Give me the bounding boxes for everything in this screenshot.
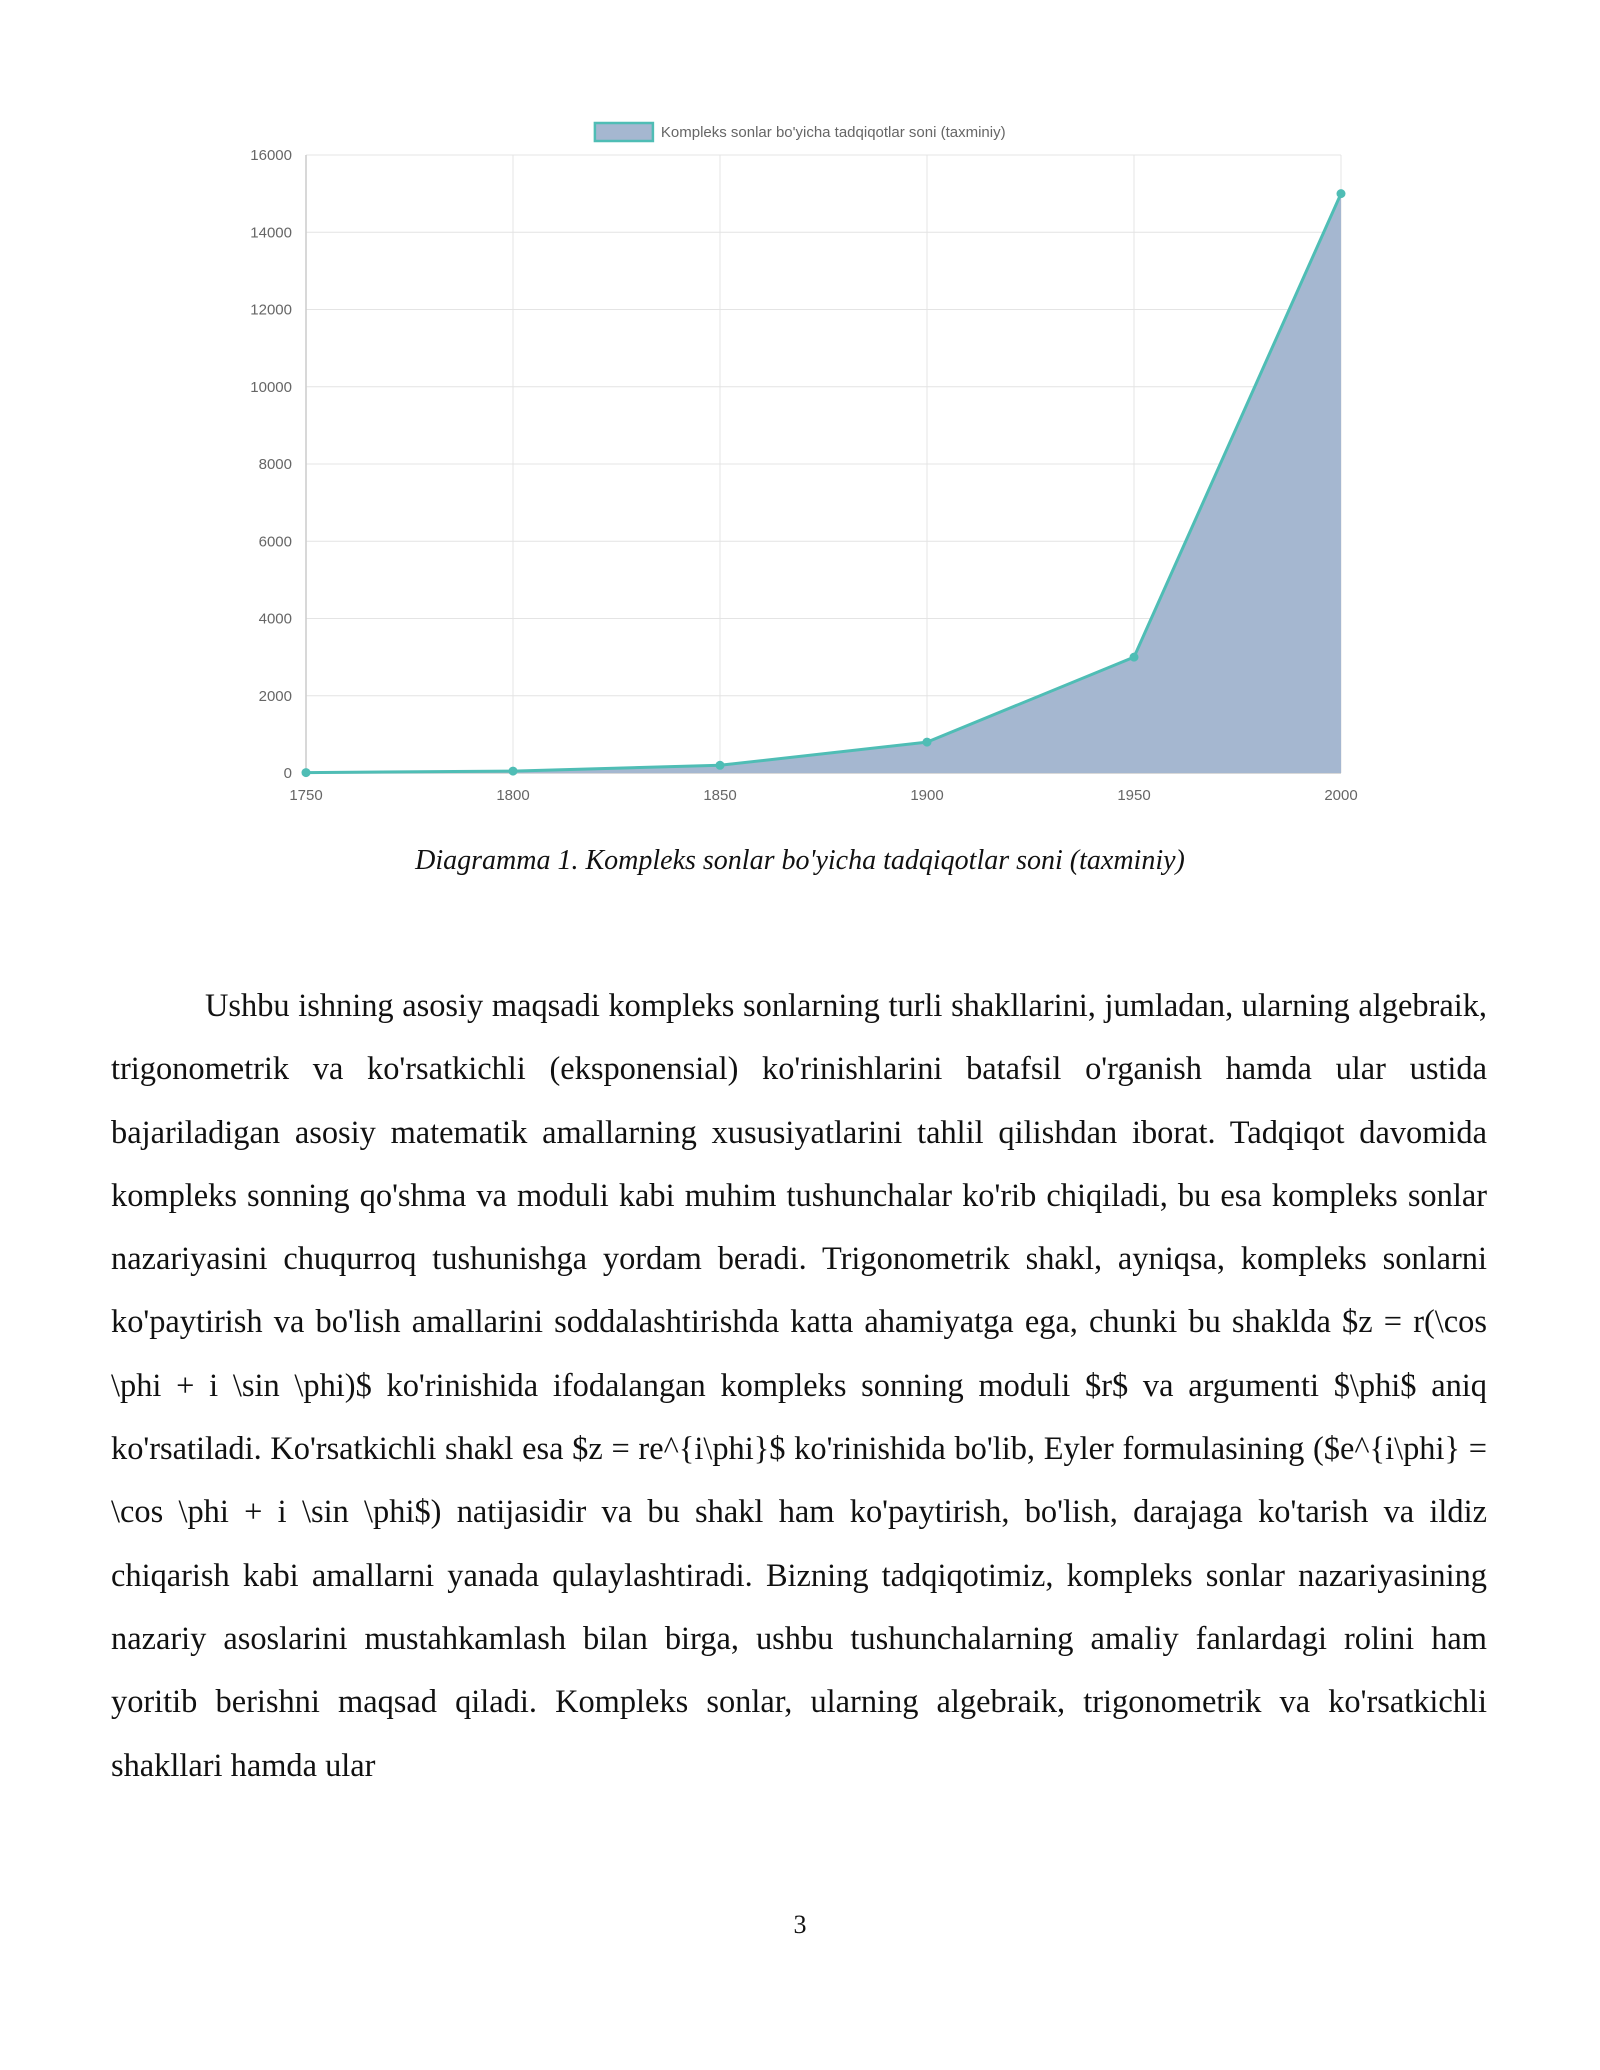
y-tick-label: 2000 [258, 687, 292, 705]
series-area [306, 194, 1341, 773]
x-tick-label: 1900 [910, 787, 944, 804]
data-point [509, 767, 518, 776]
data-point [302, 768, 311, 777]
page-number: 3 [793, 1910, 807, 1939]
data-point [716, 761, 725, 770]
x-tick-label: 2000 [1324, 787, 1358, 804]
body-paragraph: Ushbu ishning asosiy maqsadi kompleks sonlarning turli shakllarini, jumladan, ularning algebraik, trigonometrik va ko'rsatkichli (eksponensial) ko'rinishlarini batafsil o'rganish hamda ular ustida bajariladigan asosiy matematik amallarning xususiyatlarini tahlil qilishdan iborat. Tadqiqot davomida kompleks sonning qo'shma va moduli kabi muhim tushunchalar ko'rib chiqiladi, bu esa kompleks sonlar nazariyasini chuqurroq tushunishga yordam beradi. Trigonometrik shakl, ayniqsa, kompleks sonlarni ko'paytirish va bo'lish amallarini soddalashtirishda katta ahamiyatga ega, chunki bu shaklda $z = r(\cos \phi + i \sin \phi)$ ko'rinishida ifodalangan kompleks sonning moduli $r$ va argumenti $\phi$ aniq ko'rsatiladi. Ko'rsatkichli shakl esa $z = re^{i\phi}$ ko'rinishida bo'lib, Eyler formulasining ($e^{i\phi} = \cos \phi + i \sin \phi$) natijasidir va bu shakl ham ko'paytirish, bo'lish, darajaga ko'tarish va ildiz chiqarish kabi amallarni yanada qulaylashtiradi. Bizning tadqiqotimiz, kompleks sonlar nazariyasining nazariy asoslarini mustahkamlash bilan birga, ushbu tushunchalarning amaliy fanlardagi rolini ham yoritib berishni maqsad qiladi. Kompleks sonlar, ularning algebraik, trigonometrik va ko'rsatkichli shakllari hamda ular [111, 988, 1487, 1784]
y-tick-label: 10000 [250, 378, 292, 396]
x-tick-label: 1950 [1117, 787, 1151, 804]
legend-label: Kompleks sonlar bo'yicha tadqiqotlar soni (taxminiy) [660, 124, 1006, 141]
figure-caption: Diagramma 1. Kompleks sonlar bo'yicha tadqiqotlar soni (taxminiy) [415, 845, 1185, 876]
y-tick-label: 0 [283, 765, 292, 782]
y-tick-label: 8000 [258, 456, 292, 473]
y-tick-label: 4000 [258, 610, 292, 628]
data-point [1130, 653, 1139, 662]
legend-swatch [595, 123, 653, 141]
x-tick-label: 1850 [703, 787, 737, 804]
y-tick-label: 6000 [258, 533, 292, 551]
y-tick-label: 12000 [250, 301, 292, 319]
data-point [923, 738, 932, 747]
data-point [1337, 189, 1346, 198]
y-tick-label: 14000 [250, 224, 292, 242]
chart [200, 110, 1400, 820]
x-tick-label: 1750 [289, 787, 323, 804]
y-tick-label: 16000 [250, 147, 292, 164]
x-tick-label: 1800 [496, 787, 530, 804]
area-chart [200, 110, 1400, 820]
